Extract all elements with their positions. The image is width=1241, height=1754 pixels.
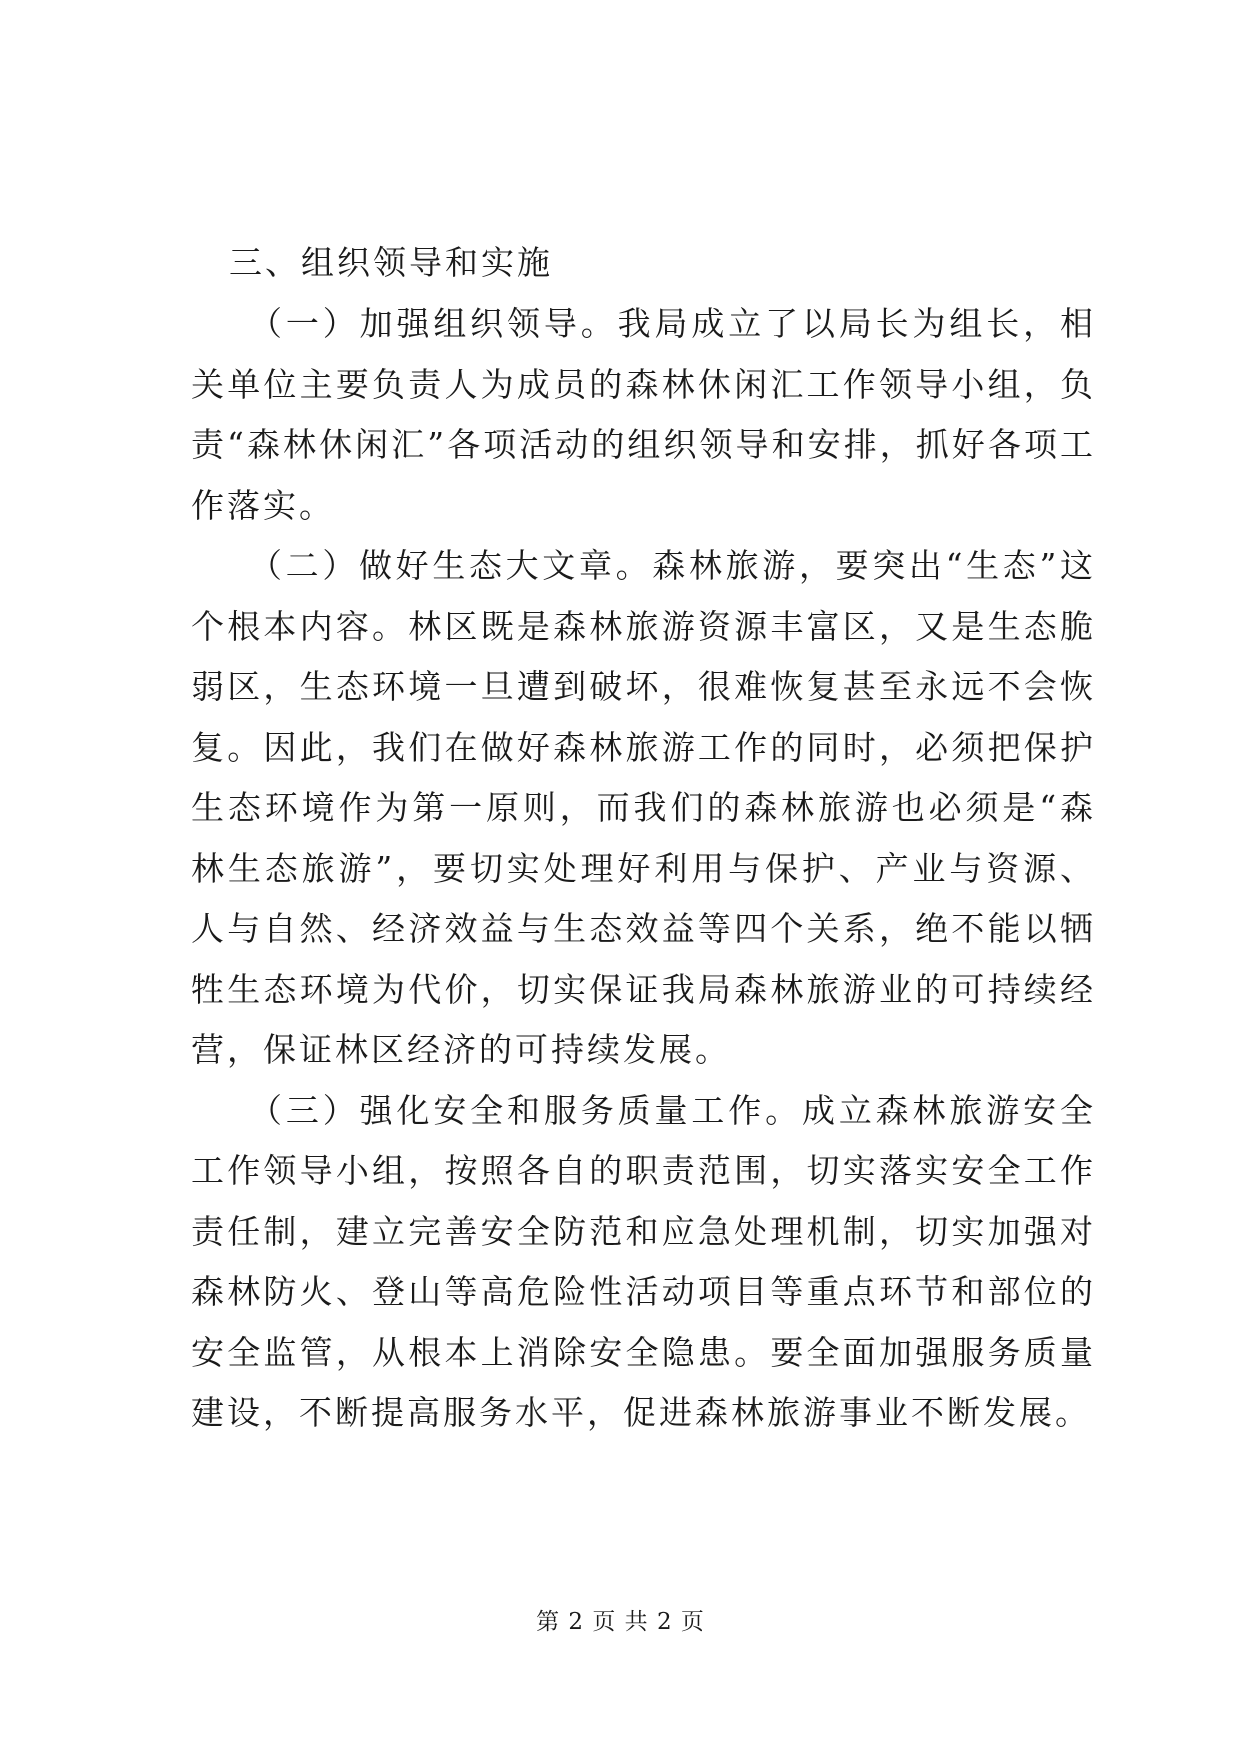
paragraph-organization-leadership: （一）加强组织领导。我局成立了以局长为组长，相关单位主要负责人为成员的森林休闲汇工作领导小组，负责“森林休闲汇”各项活动的组织领导和安排，抓好各项工作落实。	[191, 304, 1096, 525]
section-heading: 三、组织领导和实施	[229, 243, 553, 282]
document-body	[191, 232, 1096, 1444]
paragraph-safety-service: （三）强化安全和服务质量工作。成立森林旅游安全工作领导小组，按照各自的职责范围，切实落实安全工作责任制，建立完善安全防范和应急处理机制，切实加强对森林防火、登山等高危险性活动项目等重点环节和部位的安全监管，从根本上消除安全隐患。要全面加强服务质量建设，不断提高服务水平，促进森林旅游事业不断发展。	[191, 1090, 1096, 1432]
paragraph-ecology: （二）做好生态大文章。森林旅游，要突出“生态”这个根本内容。林区既是森林旅游资源丰富区，又是生态脆弱区，生态环境一旦遭到破坏，很难恢复甚至永远不会恢复。因此，我们在做好森林旅游工作的同时，必须把保护生态环境作为第一原则，而我们的森林旅游也必须是“森林生态旅游”，要切实处理好利用与保护、产业与资源、人与自然、经济效益与生态效益等四个关系，绝不能以牺牲生态环境为代价，切实保证我局森林旅游业的可持续经营，保证林区经济的可持续发展。	[191, 546, 1096, 1069]
page-number-footer: 第 2 页 共 2 页	[536, 1609, 705, 1635]
